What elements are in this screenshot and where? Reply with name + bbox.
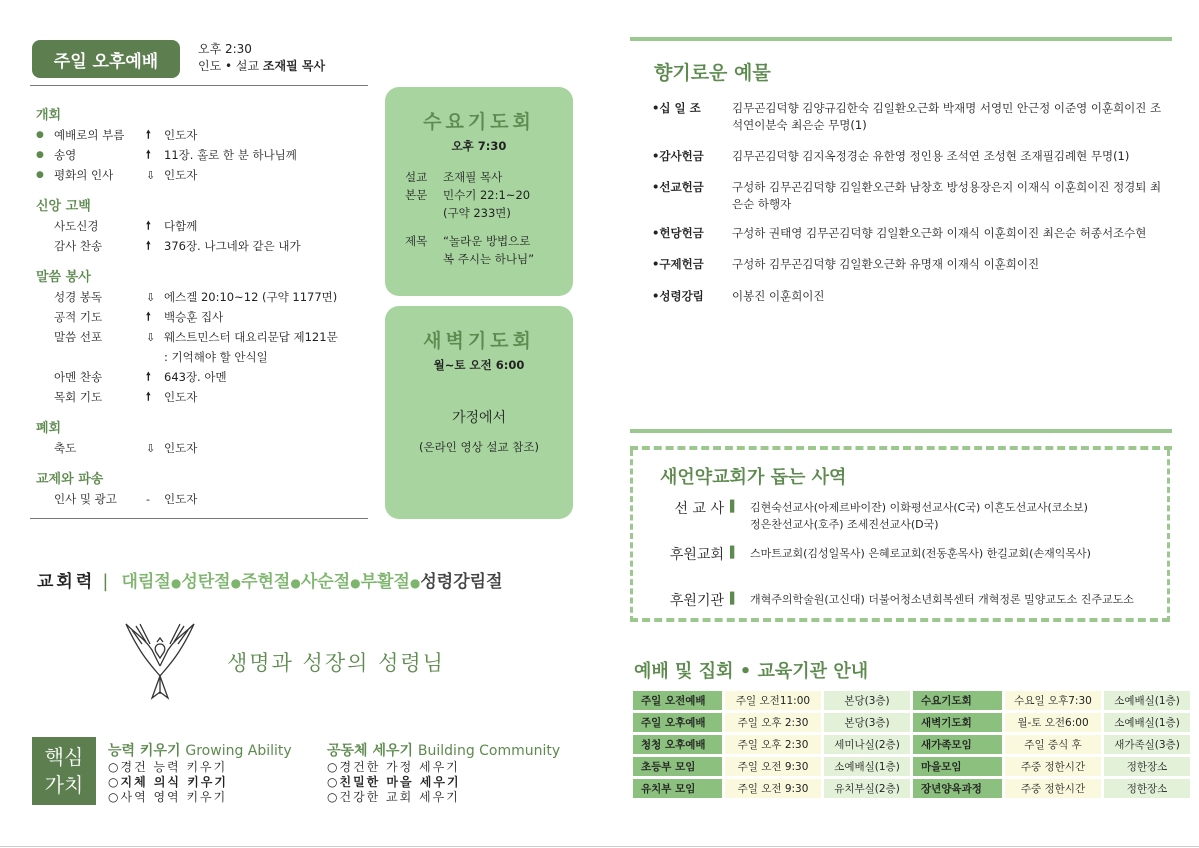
schedule-cell: 청청 오후예배 (633, 735, 722, 754)
order-item-value: 376장. 나그네와 같은 내가 (164, 239, 301, 253)
offering-row (652, 100, 1164, 134)
core-value-title (108, 740, 292, 760)
order-section-title: 말씀 봉사 (36, 270, 91, 285)
core-value-line: ○경건한 가정 세우기 (327, 760, 460, 774)
arrow-down-icon: ⇩ (146, 441, 156, 455)
schedule-cell: 유치부 모임 (633, 779, 722, 798)
order-item-label: 사도신경 (54, 219, 99, 233)
mission-names (750, 544, 1091, 562)
arrow-up-icon: 🠕 (146, 218, 151, 232)
mission-line: 정은찬선교사(호주) 조세진선교사(D국) (750, 518, 939, 531)
core-value-line: ○경건 능력 키우기 (108, 760, 228, 774)
schedule-cell: 주중 정한시간 (1005, 757, 1101, 776)
divider (30, 85, 368, 86)
offering-row (652, 179, 1164, 213)
order-item (36, 145, 366, 165)
bullet-icon: ● (36, 150, 44, 160)
mission-row (642, 498, 1088, 533)
dot-icon: ● (350, 576, 361, 590)
core-label-1: 핵심 (44, 745, 84, 769)
schedule-cell: 월-토 오전6:00 (1005, 713, 1101, 732)
schedule-cell: 마을모임 (913, 757, 1002, 776)
core-value-title-en: Building Community (417, 743, 561, 759)
schedule-cell: 주중 정한시간 (1005, 779, 1101, 798)
order-item-label: 공적 기도 (54, 310, 103, 324)
schedule-cell: 새가족실(3층) (1104, 735, 1190, 754)
service-info (198, 41, 325, 75)
order-item-label: 성경 봉독 (54, 290, 103, 304)
order-item-value: 백승훈 집사 (164, 310, 224, 324)
service-time: 오후 2:30 (198, 42, 252, 56)
mission-names (750, 498, 1088, 533)
mission-category: 선 교 사 (674, 501, 724, 517)
schedule-cell: 세미나실(2층) (824, 735, 910, 754)
order-section-title: 교제와 파송 (36, 472, 104, 487)
order-item-value: 인도자 (164, 492, 198, 506)
schedule-cell: 수요기도회 (913, 691, 1002, 710)
order-item (36, 347, 366, 367)
schedule-cell: 주일 오전예배 (633, 691, 722, 710)
schedule-cell: 정한장소 (1104, 779, 1190, 798)
schedule-cell: 소예배실(1층) (1104, 713, 1190, 732)
mission-line: 김현숙선교사(아제르바이잔) 이화평선교사(C국) 이흔도선교사(코소보) (750, 501, 1088, 514)
offering-names: 김무곤김덕향 김양규김한숙 김일환오근화 박재명 서영민 안근정 이준영 이훈희이진 조석연이분숙 최은순 무명(1) (732, 101, 1162, 132)
leader-name: 조재필 목사 (262, 59, 326, 73)
calendar-label: 교회력 (37, 572, 96, 592)
offering-names: 김무곤김덕향 김지옥정경순 유한영 정인용 조석연 조성현 조재필김례현 무명(1) (732, 149, 1130, 163)
divider (30, 518, 368, 519)
calendar-seasons (122, 572, 503, 592)
calendar-season: 대림절 (121, 572, 171, 592)
arrow-up-icon: 🠕 (146, 147, 151, 161)
core-label-2: 가치 (44, 773, 84, 797)
dot-icon: ● (230, 576, 242, 590)
order-item-value: 11장. 홀로 한 분 하나님께 (164, 148, 297, 162)
arrow-up-icon: 🠕 (146, 389, 151, 403)
wednesday-line-value: 복 주시는 하나님” (443, 252, 535, 266)
order-item (36, 489, 366, 509)
offering-category: •선교헌금 (652, 180, 704, 194)
schedule-cell: 주일 오후 2:30 (725, 735, 821, 754)
core-value-title-en: Growing Ability (185, 743, 292, 759)
order-item-label: 축도 (54, 441, 77, 455)
worship-order (36, 104, 366, 509)
wednesday-time: 오후 7:30 (451, 139, 507, 153)
service-title-pill: 주일 오후예배 (32, 40, 180, 78)
order-item (36, 125, 366, 145)
wednesday-line (405, 168, 573, 186)
mission-line: 스마트교회(김성일목사) 은혜로교회(전동훈목사) 한길교회(손재익목사) (750, 547, 1091, 560)
order-item-value: : 기억해야 할 안식일 (164, 350, 268, 364)
order-item (36, 438, 366, 458)
order-item-value: 643장. 아멘 (164, 370, 227, 384)
schedule-cell: 소예배실(1층) (1104, 691, 1190, 710)
order-item-label: 말씀 선포 (54, 330, 103, 344)
wednesday-line-value: 조재필 목사 (443, 170, 503, 184)
offering-category: •십 일 조 (652, 101, 701, 115)
schedule-cell: 주일 오전 9:30 (725, 757, 821, 776)
arrow-down-icon: ⇩ (146, 168, 156, 182)
dawn-note: (온라인 영상 설교 참조) (419, 440, 539, 454)
schedule-row (633, 713, 1190, 732)
church-calendar (37, 567, 503, 592)
dawn-time: 월~토 오전 6:00 (433, 358, 525, 372)
order-section-title: 개회 (36, 108, 62, 123)
offering-row (652, 288, 1164, 305)
calendar-separator: | (102, 571, 109, 592)
core-value-line: ○건강한 교회 세우기 (327, 790, 460, 804)
wednesday-details (405, 168, 573, 268)
separator-icon: ▌ (730, 500, 739, 513)
schedule-row (633, 757, 1190, 776)
calendar-slogan: 생명과 성장의 성령님 (227, 651, 445, 675)
order-item-value: 다함께 (164, 219, 198, 233)
order-item (36, 287, 366, 307)
order-section-title: 폐회 (36, 421, 62, 436)
order-section-title: 신앙 고백 (36, 199, 91, 214)
wednesday-line-key (405, 204, 443, 222)
schedule-row (633, 691, 1190, 710)
offering-row (652, 225, 1164, 242)
order-item-label: 평화의 인사 (54, 168, 114, 182)
order-item-value: 에스겔 20:10~12 (구약 1177면) (164, 290, 338, 304)
offering-category: •성령강림 (652, 289, 704, 303)
schedule-cell: 장년양육과정 (913, 779, 1002, 798)
schedule-cell: 주일 오후 2:30 (725, 713, 821, 732)
order-item (36, 236, 366, 256)
calendar-season: 부활절 (360, 572, 410, 592)
dawn-place: 가정에서 (451, 410, 507, 426)
schedule-cell: 주일 중식 후 (1005, 735, 1101, 754)
arrow-down-icon: ⇩ (146, 330, 156, 344)
separator-icon: ▌ (730, 592, 739, 605)
top-bar (630, 37, 1172, 41)
mission-row (642, 590, 1134, 610)
core-value-group (327, 740, 560, 805)
core-value-line: ○친밀한 마을 세우기 (327, 775, 461, 789)
schedule-row (633, 779, 1190, 798)
arrow-up-icon: 🠕 (146, 369, 151, 383)
schedule-cell: 유치부실(2층) (824, 779, 910, 798)
schedule-table (630, 688, 1193, 801)
bullet-icon: ● (36, 170, 44, 180)
arrow-up-icon: 🠕 (146, 238, 151, 252)
mission-category: 후원교회 (669, 547, 724, 563)
dot-icon: ● (170, 576, 182, 590)
offering-names: 구성하 권태영 김무곤김덕향 김일환오근화 이재식 이훈희이진 최은순 허종서조수현 (732, 226, 1147, 240)
schedule-row (633, 735, 1190, 754)
order-item-label: 인사 및 광고 (54, 492, 117, 506)
wednesday-line-value: 민수기 22:1~20 (443, 188, 531, 202)
order-item-label: 예배로의 부름 (54, 128, 125, 142)
schedule-cell: 정한장소 (1104, 757, 1190, 776)
wednesday-prayer-box (385, 87, 573, 296)
wednesday-line-key: 설교 (405, 170, 428, 184)
mission-names (750, 590, 1134, 608)
offering-title: 향기로운 예물 (654, 62, 771, 84)
wednesday-line-value: (구약 233면) (443, 206, 511, 220)
wednesday-line (405, 250, 573, 268)
arrow-down-icon: ⇩ (146, 290, 156, 304)
mission-row (642, 544, 1091, 564)
calendar-season: 주현절 (241, 572, 291, 592)
arrow-up-icon: 🠕 (146, 127, 151, 141)
offering-category: •감사헌금 (652, 149, 704, 163)
dawn-prayer-box (385, 306, 573, 519)
wednesday-line (405, 204, 573, 222)
order-item-value: 인도자 (164, 390, 198, 404)
order-item-value: 인도자 (164, 168, 198, 182)
offering-names: 구성하 김무곤김덕향 김일환오근화 남창호 방성용장은지 이재식 이훈희이진 정경퇴 최은순 하행자 (732, 180, 1162, 211)
schedule-cell: 본당(3층) (824, 713, 910, 732)
wednesday-line-value: “놀라운 방법으로 (443, 234, 531, 248)
dot-icon: ● (290, 576, 301, 590)
order-item-value: 인도자 (164, 441, 198, 455)
missions-bar (630, 429, 1172, 433)
calendar-current-season: 성령강림절 (420, 572, 503, 592)
separator-icon: ▌ (730, 546, 739, 559)
bottom-rule (0, 846, 1199, 847)
offering-row (652, 148, 1164, 165)
bullet-icon: ● (36, 130, 44, 140)
wednesday-line-key (405, 250, 443, 268)
order-item-label: 목회 기도 (54, 390, 103, 404)
missions-title: 새언약교회가 돕는 사역 (660, 467, 847, 488)
calendar-season: 사순절 (300, 572, 351, 592)
dot-icon: ● (409, 576, 421, 590)
core-value-group (108, 740, 292, 805)
schedule-cell: 주일 오후예배 (633, 713, 722, 732)
schedule-cell: 주일 오전11:00 (725, 691, 821, 710)
order-item (36, 387, 366, 407)
order-item (36, 327, 366, 347)
dash-icon: - (146, 492, 150, 506)
order-item (36, 216, 366, 236)
schedule-cell: 수요일 오후7:30 (1005, 691, 1101, 710)
order-item (36, 307, 366, 327)
wednesday-line (405, 232, 573, 250)
core-value-title-ko: 공동체 세우기 (327, 743, 414, 759)
order-item-label: 송영 (54, 148, 77, 162)
dove-icon (120, 614, 200, 704)
order-item-label: 감사 찬송 (54, 239, 103, 253)
mission-category: 후원기관 (669, 593, 724, 609)
wednesday-line-key: 본문 (405, 188, 428, 202)
core-value-title-ko: 능력 키우기 (108, 743, 181, 759)
schedule-cell: 새벽기도회 (913, 713, 1002, 732)
core-values-badge (32, 737, 96, 805)
schedule-cell: 소예배실(1층) (824, 757, 910, 776)
wednesday-line-key: 제목 (405, 234, 428, 248)
offering-category: •구제헌금 (652, 257, 704, 271)
offering-row (652, 256, 1164, 273)
order-item-label: 아멘 찬송 (54, 370, 103, 384)
dawn-title: 새벽기도회 (423, 330, 535, 352)
leader-prefix: 인도 • 설교 (198, 59, 260, 73)
schedule-cell: 새가족모임 (913, 735, 1002, 754)
offering-names: 이봉진 이훈희이진 (732, 289, 825, 303)
offering-category: •헌당헌금 (652, 226, 704, 240)
core-value-line: ○지체 의식 키우기 (108, 775, 228, 789)
calendar-season: 성탄절 (181, 572, 231, 592)
order-item (36, 165, 366, 185)
core-value-line: ○사역 영역 키우기 (108, 790, 228, 804)
schedule-cell: 초등부 모임 (633, 757, 722, 776)
offering-names: 구성하 김무곤김덕향 김일환오근화 유명재 이재식 이훈희이진 (732, 257, 1040, 271)
order-item-value: 웨스트민스터 대요리문답 제121문 (164, 330, 338, 344)
wednesday-title: 수요기도회 (423, 111, 535, 133)
wednesday-line (405, 186, 573, 204)
schedule-cell: 주일 오전 9:30 (725, 779, 821, 798)
core-value-title (327, 740, 560, 760)
order-item-value: 인도자 (164, 128, 198, 142)
schedule-title: 예배 및 집회 • 교육기관 안내 (634, 661, 869, 682)
arrow-up-icon: 🠕 (146, 309, 151, 323)
order-item (36, 367, 366, 387)
schedule-cell: 본당(3층) (824, 691, 910, 710)
mission-line: 개혁주의학술원(고신대) 더불어청소년회복센터 개혁정론 밀양교도소 진주교도소 (750, 593, 1134, 606)
